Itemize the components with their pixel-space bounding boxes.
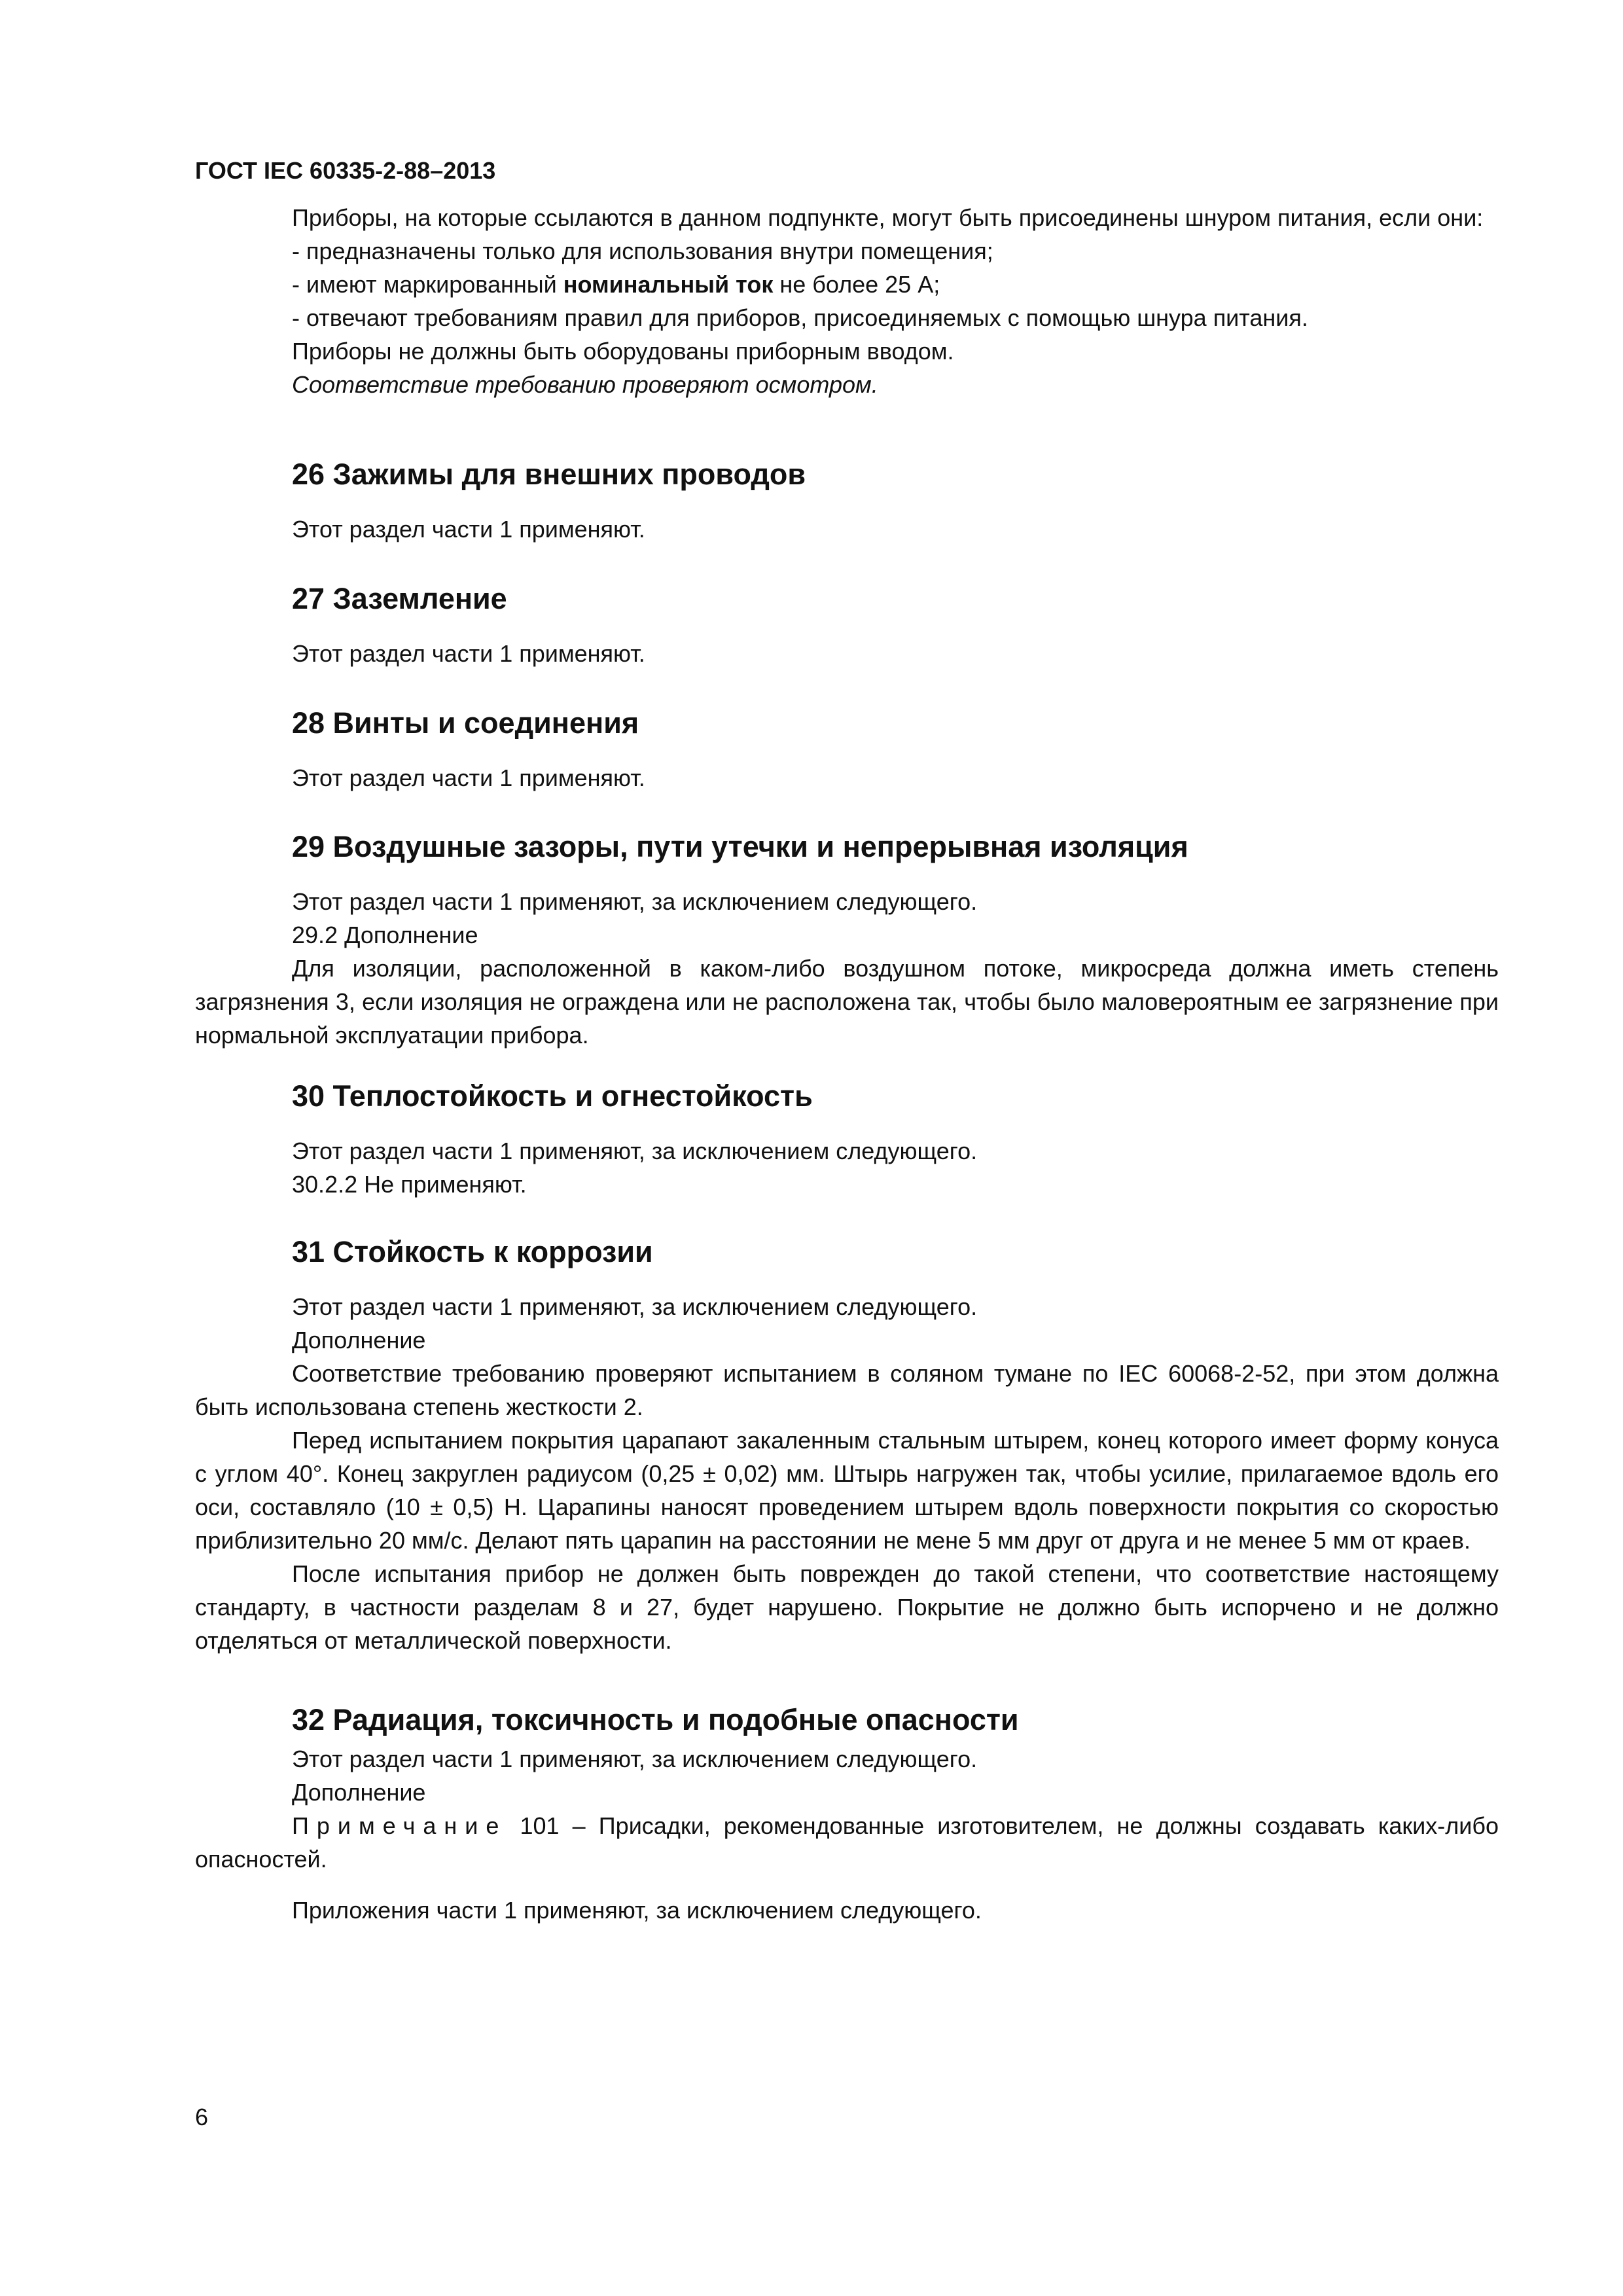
page-number: 6 [195, 2104, 209, 2130]
note-text: 101 – Присадки, рекомендованные изготовителем, не должны создавать каких-либо опасностей. [195, 1812, 1499, 1873]
bullet-indoor: - предназначены только для использования внутри помещения; [292, 238, 993, 264]
rated-current-term: номинальный ток [563, 271, 774, 298]
section-32-text: Этот раздел части 1 применяют, за исключением следующего. [292, 1746, 978, 1772]
bullet-rated-current: - имеют маркированный номинальный ток не более 25 А; [292, 271, 940, 298]
section-31-title: 31 Стойкость к коррозии [292, 1235, 653, 1268]
section-29-paragraph: Для изоляции, расположенной в каком-либо воздушном потоке, микросреда должна иметь степень загрязнения 3, если изоляция не ограждена или не расположена так, чтобы было маловероятным ее загрязнение при нормальной эксплуатации прибора. [195, 955, 1499, 1049]
annex-block [195, 1893, 1499, 1927]
section-27 [195, 579, 1499, 670]
section-27-title: 27 Заземление [292, 582, 507, 615]
section-31-subclause: Дополнение [292, 1327, 426, 1354]
bullet-cord-rules: - отвечают требованиям правил для приборов, присоединяемых с помощью шнура питания. [292, 304, 1308, 331]
section-32-note [195, 1809, 1499, 1876]
section-29-text: Этот раздел части 1 применяют, за исключением следующего. [292, 888, 978, 915]
note-label: Примечание [292, 1812, 507, 1839]
section-31 [195, 1232, 1499, 1657]
annex-text: Приложения части 1 применяют, за исключением следующего. [292, 1897, 982, 1924]
section-28-text: Этот раздел части 1 применяют. [292, 764, 645, 791]
section-31-paragraph-1: Соответствие требованию проверяют испытанием в соляном тумане по IEC 60068-2-52, при этом должна быть использована степень жесткости 2. [195, 1360, 1499, 1420]
section-30-text: Этот раздел части 1 применяют, за исключением следующего. [292, 1138, 978, 1164]
intro-paragraph: Приборы, на которые ссылаются в данном подпункте, могут быть присоединены шнуром питания, если они: [292, 204, 1484, 231]
appliance-inlet-text: Приборы не должны быть оборудованы приборным вводом. [292, 338, 954, 365]
compliance-inspection-text: Соответствие требованию проверяют осмотром. [292, 371, 878, 398]
section-28 [195, 704, 1499, 795]
section-26 [195, 455, 1499, 546]
section-28-title: 28 Винты и соединения [292, 706, 639, 740]
intro-block [195, 201, 1499, 401]
section-32 [195, 1700, 1499, 1876]
section-31-paragraph-2: Перед испытанием покрытия царапают закаленным стальным штырем, конец которого имеет форму конуса с углом 40°. Конец закруглен радиусом (0,25 ± 0,02) мм. Штырь нагружен так, чтобы усилие, прилагаемое вдоль его оси, составляло (10 ± 0,5) Н. Царапины наносят проведением штырем вдоль поверхности покрытия со скоростью приблизительно 20 мм/с. Делают пять царапин на расстоянии не мене 5 мм друг от друга и не менее 5 мм от краев. [195, 1427, 1499, 1554]
section-26-title: 26 Зажимы для внешних проводов [292, 457, 806, 491]
section-27-text: Этот раздел части 1 применяют. [292, 640, 645, 667]
section-29-subclause: 29.2 Дополнение [292, 922, 478, 948]
section-29-title: 29 Воздушные зазоры, пути утечки и непрерывная изоляция [292, 830, 1188, 863]
section-32-title: 32 Радиация, токсичность и подобные опасности [292, 1703, 1019, 1736]
section-32-subclause: Дополнение [292, 1779, 426, 1806]
section-29 [195, 827, 1499, 1052]
section-26-text: Этот раздел части 1 применяют. [292, 516, 645, 543]
section-30 [195, 1077, 1499, 1201]
section-30-subclause: 30.2.2 Не применяют. [292, 1171, 527, 1198]
section-31-text: Этот раздел части 1 применяют, за исключением следующего. [292, 1293, 978, 1320]
section-30-title: 30 Теплостойкость и огнестойкость [292, 1079, 813, 1113]
section-31-paragraph-3: После испытания прибор не должен быть поврежден до такой степени, что соответствие настоящему стандарту, в частности разделам 8 и 27, будет нарушено. Покрытие не должно быть испорчено и не должно отделяться от металлической поверхности. [195, 1560, 1499, 1654]
document-header: ГОСТ IEC 60335-2-88–2013 [195, 157, 496, 184]
